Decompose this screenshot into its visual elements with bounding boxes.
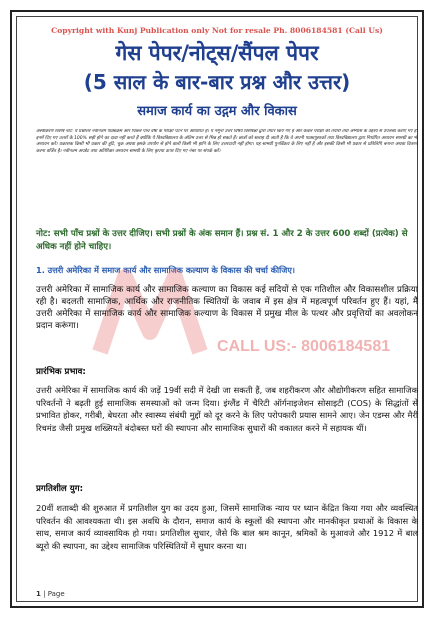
document-page [10,10,424,608]
subtitle: (5 साल के बार-बार प्रश्न और उत्तर) [83,70,351,94]
footer-separator: | [43,590,48,598]
disclaimer-text: अस्वीकरण विशेष नोट: ये प्रश्नोत्तर नवीनतम पाठ्यक्रम और पिछले पांच वर्षों के परीक्षा पैटर्न पर आधारित हैं। ये नमूना उत्तर विषय विशेषज्ञों द्वारा तैयार किए गए हैं और केवल परीक्षा की तैयारी तथा अभ्यास के उद्देश्य से उपलब्ध कराए गए हैं। इनमें दिए गए उत्तरों के 100% सही होने का दावा नहीं करते हैं क्योंकि ये विश्वविद्यालय के अंतिम उत्तर से भिन्न हो सकते हैं। छात्रों को सलाह दी जाती है कि वे अपनी पाठ्यपुस्तकों तथा विश्वविद्यालय द्वारा निर्धारित अध्ययन सामग्री का भी अध्ययन करें। प्रकाशक किसी भी प्रकार की त्रुटि, चूक अथवा इसके उपयोग से होने वाली किसी भी हानि के लिए उत्तरदायी नहीं होगा। यह सामग्री पुनर्विक्रय के लिए नहीं है और इसकी किसी भी प्रकार से प्रतिलिपि बनाना अथवा वितरण करना वर्जित है। नवीनतम अपडेट तथा अतिरिक्त अध्ययन सामग्री के लिए कृपया ऊपर दिए गए नंबर पर संपर्क करें। [36,129,418,154]
topic-title: समाज कार्य का उद्गम और विकास [137,104,297,119]
section-heading-early: प्रारंभिक प्रभाव: [36,367,86,377]
exam-note: नोट: सभी पाँच प्रश्नों के उत्तर दीजिए। सभी प्रश्नों के अंक समान हैं। प्रश्न सं. 1 और 2 के उत्तर 600 शब्दों (प्रत्येक) से अधिक नहीं होने चाहिए। [36,229,408,252]
watermark-call-us: CALL US:- 8006184581 [217,338,391,355]
copyright-line: Copyright with Kunj Publication only Not for resale Ph. 8006184581 (Call Us) [51,26,383,35]
main-title: गेस पेपर/नोट्स/सैंपल पेपर [115,41,319,65]
section-heading-progressive: प्रगतिशील युग: [36,484,83,494]
question-1: 1. उत्तरी अमेरिका में समाज कार्य और सामाजिक कल्याण के विकास की चर्चा कीजिए। [36,265,295,275]
intro-paragraph: उत्तरी अमेरिका में सामाजिक कार्य और सामाजिक कल्याण का विकास कई सदियों से एक गतिशील और विकासशील प्रक्रिया रही है। बदलती सामाजिक, आर्थिक और राजनीतिक स्थितियों के जवाब में इस क्षेत्र में महत्वपूर्ण परिवर्तन हुए हैं। यहां, मैं उत्तरी अमेरिका में सामाजिक कार्य और सामाजिक कल्याण के विकास में प्रमुख मील के पत्थर और प्रवृत्तियों का अवलोकन प्रदान करूंगा। [36,285,418,331]
page-word: Page [47,590,65,598]
page-number: 1 [36,590,41,598]
section-paragraph-early: उत्तरी अमेरिका में सामाजिक कार्य की जड़ें 19वीं सदी में देखी जा सकती हैं, जब शहरीकरण और औद्योगीकरण सहित सामाजिक परिवर्तनों ने बढ़ती हुई सामाजिक समस्याओं को जन्म दिया। इंग्लैंड में चैरिटी ऑर्गनाइजेशन सोसाइटी (COS) के सिद्धांतों से प्रभावित होकर, गरीबी, बेघरता और स्वास्थ्य संबंधी मुद्दों को दूर करने के लिए परोपकारी प्रयास सामने आए। जेन एडम्स और मैरी रिचमंड जैसी प्रमुख शख्सियतें बंदोबस्त घरों की स्थापना और सामाजिक सुधारों की वकालत करने में सहायक थीं। [36,385,418,433]
section-paragraph-progressive: 20वीं शताब्दी की शुरुआत में प्रगतिशील युग का उदय हुआ, जिसमें सामाजिक न्याय पर ध्यान केंद्रित किया गया और व्यवस्थित परिवर्तन की आवश्यकता थी। इस अवधि के दौरान, समाज कार्य के स्कूलों की स्थापना और मानकीकृत प्रथाओं के विकास के साथ, समाज कार्य व्यावसायिक हो गया। प्रगतिशील सुधार, जैसे कि बाल श्रम कानून, श्रमिकों के मुआवजे और 1912 में बाल ब्यूरो की स्थापना, का उद्देश्य सामाजिक परिस्थितियों में सुधार करना था। [36,503,418,551]
page-footer [36,590,65,598]
